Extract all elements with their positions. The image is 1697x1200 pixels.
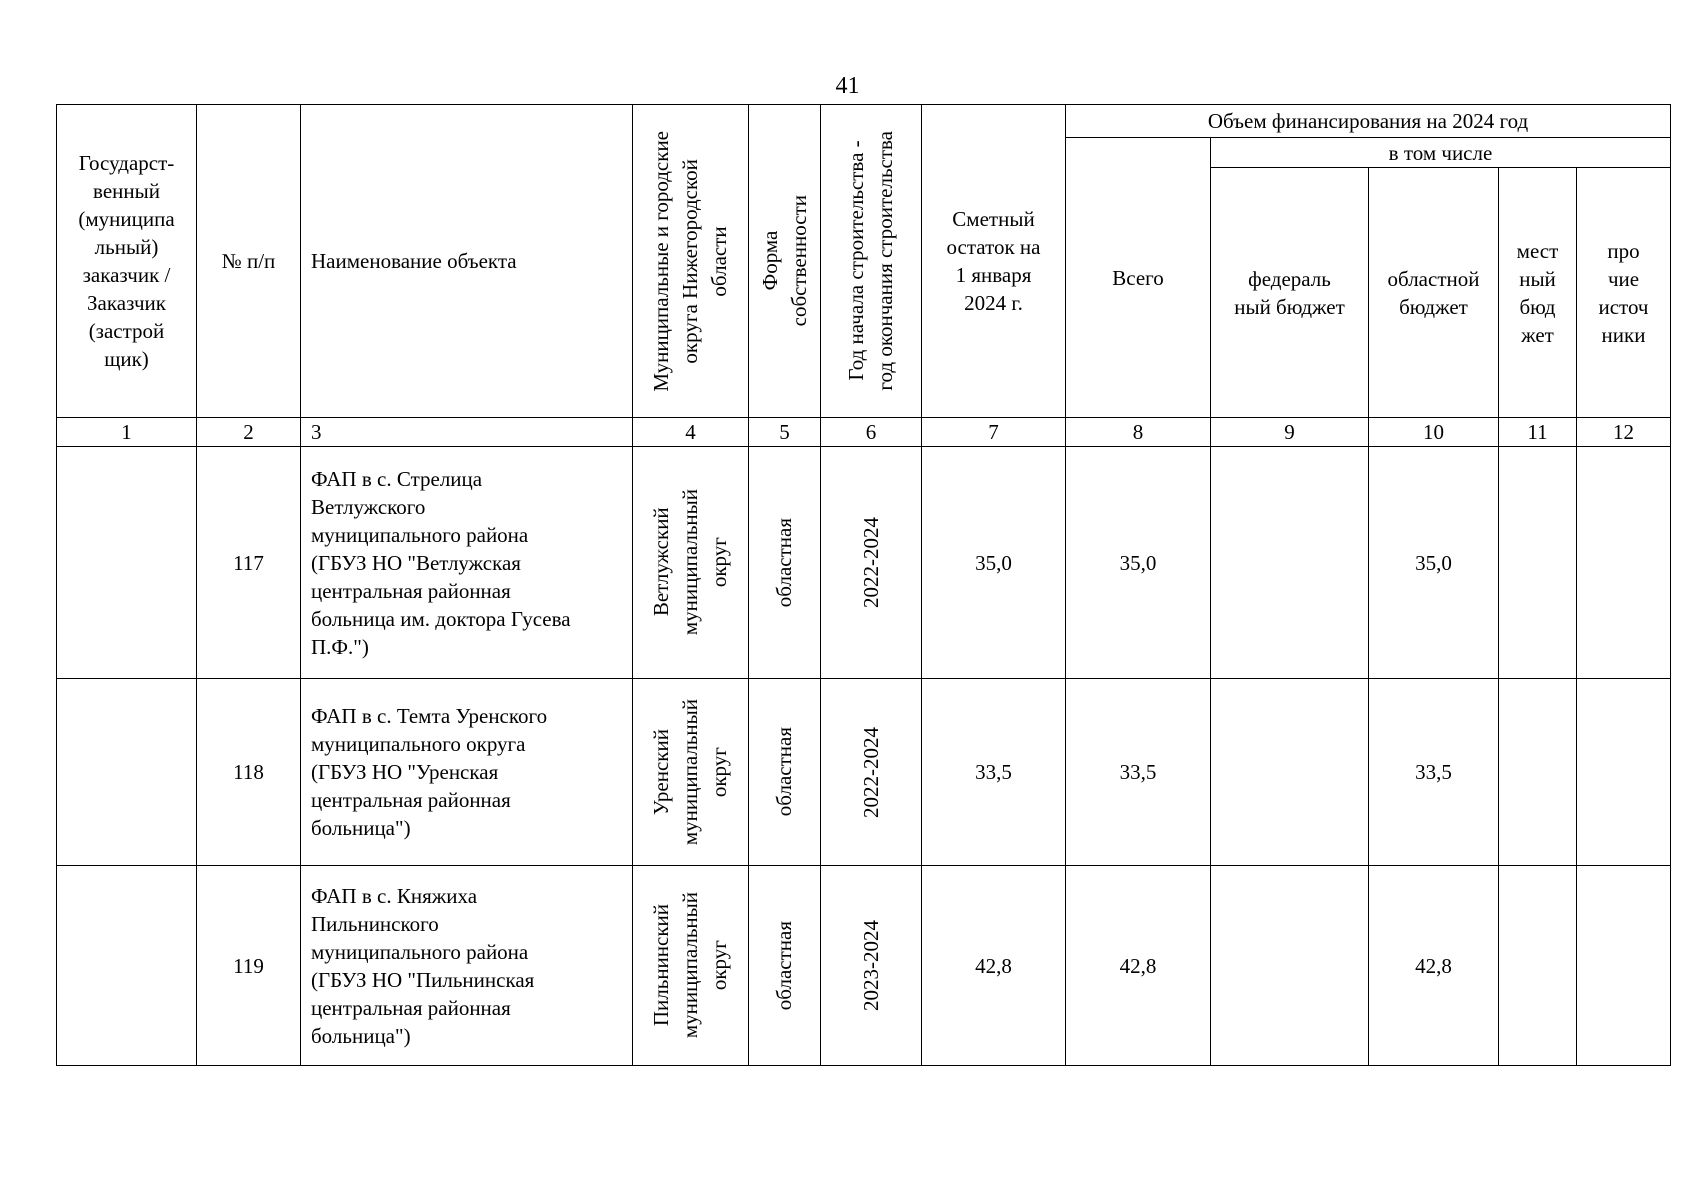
header-including: в том числе [1211, 138, 1671, 168]
column-number: 12 [1577, 418, 1671, 447]
column-number: 8 [1066, 418, 1211, 447]
column-number: 5 [749, 418, 821, 447]
row-object-name: ФАП в с. Стрелица Ветлужского муниципального района (ГБУЗ НО "Ветлужская центральная районная больница им. доктора Гусева П.Ф.") [301, 447, 633, 679]
row-ownership: областная [749, 866, 821, 1066]
header-ownership: Форма собственности [749, 105, 821, 418]
header-estimate-remainder: Сметный остаток на 1 января 2024 г. [922, 105, 1066, 418]
row-number: 118 [197, 679, 301, 866]
header-other: про чие источ ники [1577, 168, 1671, 418]
row-ownership: областная [749, 447, 821, 679]
header-municipality: Муниципальные и городские округа Нижегородской области [633, 105, 749, 418]
row-other [1577, 866, 1671, 1066]
header-object-name: Наименование объекта [301, 105, 633, 418]
row-municipality: Уренский муниципальный округ [633, 679, 749, 866]
row-other [1577, 679, 1671, 866]
header-local: мест ный бюд жет [1499, 168, 1577, 418]
row-years: 2023-2024 [821, 866, 922, 1066]
column-number: 4 [633, 418, 749, 447]
column-number: 11 [1499, 418, 1577, 447]
row-total: 35,0 [1066, 447, 1211, 679]
row-estimate: 42,8 [922, 866, 1066, 1066]
row-estimate: 35,0 [922, 447, 1066, 679]
table-row [57, 447, 1671, 679]
row-years: 2022-2024 [821, 679, 922, 866]
financing-table [56, 104, 1671, 1066]
row-other [1577, 447, 1671, 679]
row-local [1499, 866, 1577, 1066]
column-number: 1 [57, 418, 197, 447]
column-number: 7 [922, 418, 1066, 447]
header-customer: Государст- венный (муниципа льный) заказчик / Заказчик (застрой щик) [57, 105, 197, 418]
row-customer [57, 679, 197, 866]
row-local [1499, 447, 1577, 679]
row-regional: 42,8 [1369, 866, 1499, 1066]
row-number: 117 [197, 447, 301, 679]
column-number: 9 [1211, 418, 1369, 447]
row-estimate: 33,5 [922, 679, 1066, 866]
table-row [57, 866, 1671, 1066]
row-federal [1211, 866, 1369, 1066]
row-years: 2022-2024 [821, 447, 922, 679]
header-years: Год начала строительства - год окончания строительства [821, 105, 922, 418]
row-customer [57, 447, 197, 679]
row-ownership: областная [749, 679, 821, 866]
row-municipality: Пильнинский муниципальный округ [633, 866, 749, 1066]
row-regional: 33,5 [1369, 679, 1499, 866]
table-row [57, 679, 1671, 866]
row-federal [1211, 679, 1369, 866]
row-number: 119 [197, 866, 301, 1066]
row-total: 42,8 [1066, 866, 1211, 1066]
row-federal [1211, 447, 1369, 679]
row-object-name: ФАП в с. Княжиха Пильнинского муниципального района (ГБУЗ НО "Пильнинская центральная районная больница") [301, 866, 633, 1066]
page-number: 41 [835, 73, 860, 99]
column-number: 3 [301, 418, 633, 447]
header-row-1 [57, 105, 1671, 138]
row-municipality: Ветлужский муниципальный округ [633, 447, 749, 679]
row-customer [57, 866, 197, 1066]
header-total: Всего [1066, 138, 1211, 418]
column-number: 2 [197, 418, 301, 447]
column-number: 6 [821, 418, 922, 447]
column-number: 10 [1369, 418, 1499, 447]
row-local [1499, 679, 1577, 866]
header-financing-title: Объем финансирования на 2024 год [1066, 105, 1671, 138]
row-object-name: ФАП в с. Темта Уренского муниципального округа (ГБУЗ НО "Уренская центральная районная больница") [301, 679, 633, 866]
header-regional: областной бюджет [1369, 168, 1499, 418]
row-regional: 35,0 [1369, 447, 1499, 679]
header-number: № п/п [197, 105, 301, 418]
row-total: 33,5 [1066, 679, 1211, 866]
header-federal: федераль ный бюджет [1211, 168, 1369, 418]
column-number-row [57, 418, 1671, 447]
